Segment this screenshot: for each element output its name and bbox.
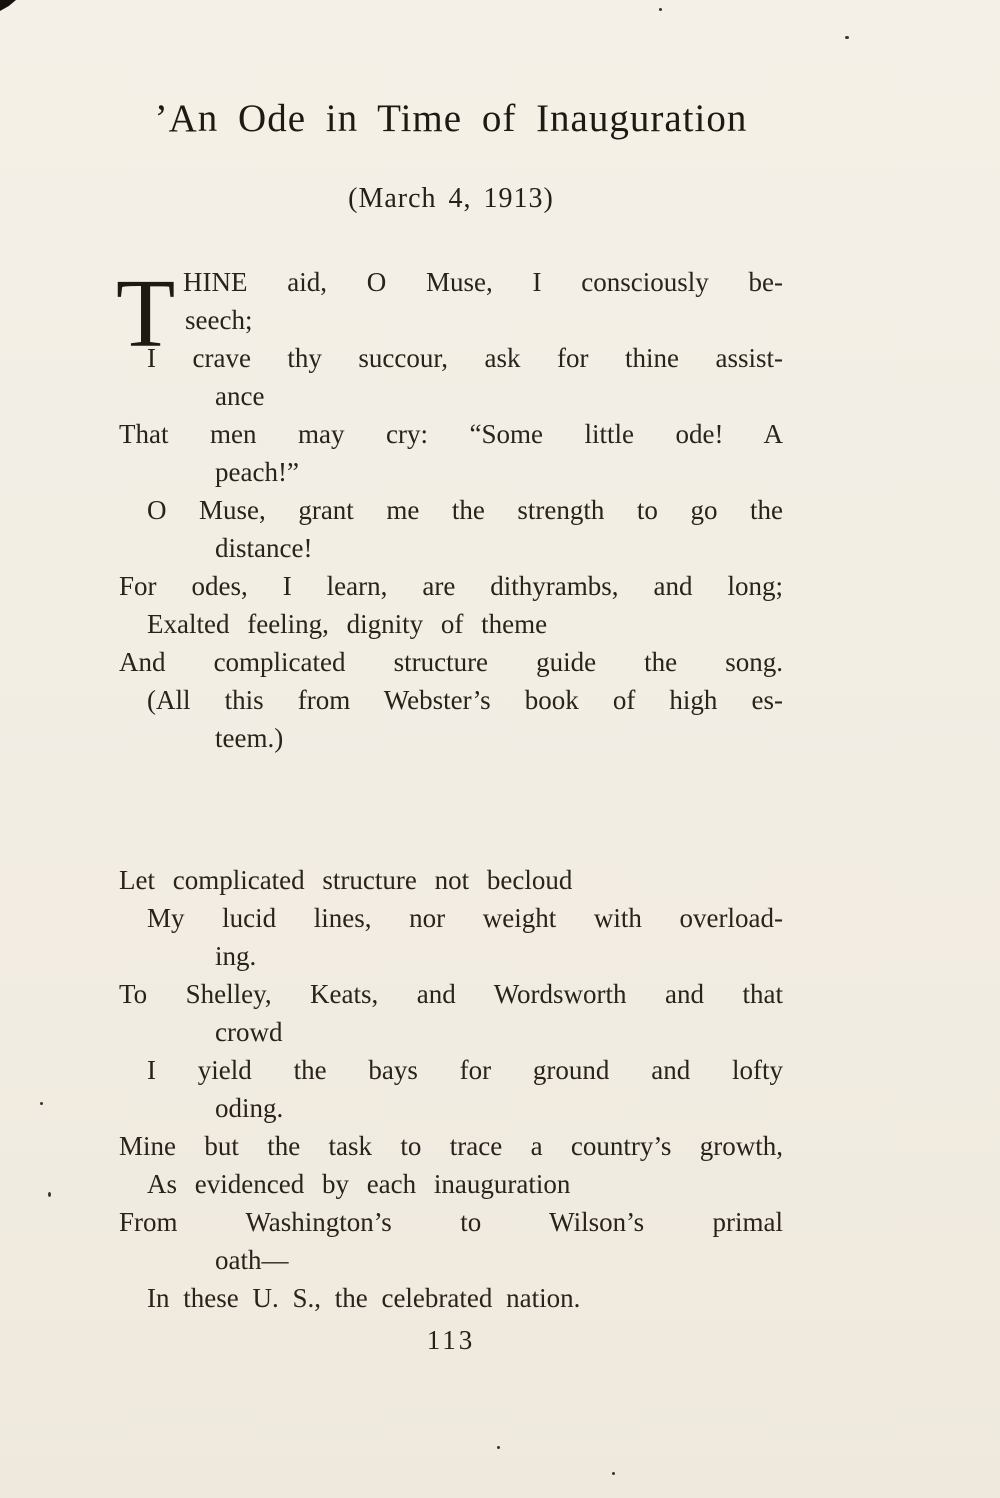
poem-line-continuation: distance! [215, 533, 313, 563]
poem-line-continuation: peach!” [215, 457, 299, 487]
poem-line-continuation: ance [215, 381, 265, 411]
poem-line: Let complicated structure not becloud [119, 865, 573, 895]
poem-line-continuation: seech; [185, 305, 253, 335]
scan-speck [0, 0, 16, 11]
poem-line: And complicated structure guide the song. [119, 647, 783, 677]
dropcap: T [116, 260, 176, 367]
poem-line: HINE aid, O Muse, I consciously be- [183, 267, 783, 297]
scan-speck [845, 36, 849, 39]
poem-line-continuation: crowd [215, 1017, 283, 1047]
poem-line: (All this from Webster’s book of high es- [147, 685, 783, 715]
poem-stanza-1 [116, 260, 783, 757]
page-title: ’An Ode in Time of Inauguration [154, 97, 748, 140]
poem-line-continuation: teem.) [215, 723, 284, 753]
scan-speck [612, 1472, 615, 1475]
poem-line: From Washington’s to Wilson’s primal [119, 1207, 783, 1237]
poem-line: O Muse, grant me the strength to go the [147, 495, 783, 525]
scan-speck [659, 8, 662, 11]
poem-line: Exalted feeling, dignity of theme [147, 609, 548, 639]
poem-line: Mine but the task to trace a country’s growth, [119, 1131, 783, 1161]
poem-line: To Shelley, Keats, and Wordsworth and that [119, 979, 783, 1009]
poem-line: I crave thy succour, ask for thine assist- [147, 343, 783, 373]
scan-speck [48, 1192, 51, 1197]
page-number: 113 [426, 1325, 476, 1355]
poem-line: That men may cry: “Some little ode! A [119, 419, 783, 449]
poem-line: My lucid lines, nor weight with overload- [147, 903, 783, 933]
poem-line-continuation: ing. [215, 941, 257, 971]
poem-line: I yield the bays for ground and lofty [147, 1055, 783, 1085]
page-subtitle: (March 4, 1913) [348, 183, 554, 214]
scan-speck [497, 1446, 500, 1449]
poem-stanza-2 [119, 861, 783, 1317]
poem-line: In these U. S., the celebrated nation. [147, 1283, 581, 1313]
poem-line-continuation: oding. [215, 1093, 284, 1123]
poem-line-continuation: oath— [215, 1245, 289, 1275]
scan-speck [40, 1102, 43, 1105]
page-content [116, 96, 783, 1356]
poem-line: For odes, I learn, are dithyrambs, and long; [119, 571, 783, 601]
poem-line: As evidenced by each inauguration [147, 1169, 571, 1199]
